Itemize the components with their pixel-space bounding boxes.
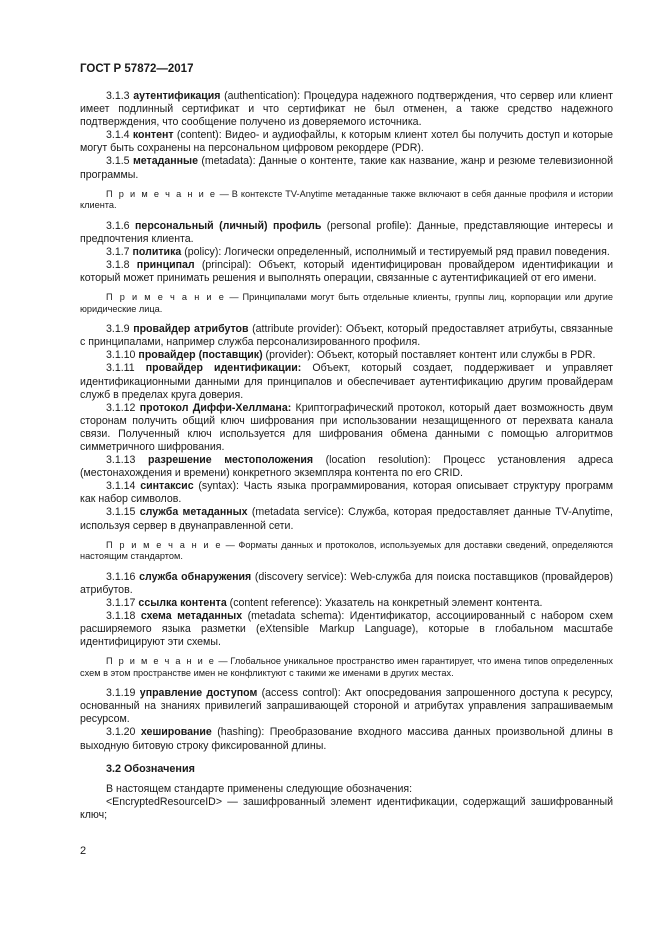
term-number: 3.1.20 — [106, 726, 136, 739]
note-separator: — — [225, 292, 243, 303]
body-paragraph: В настоящем стандарте применены следующие обозначения: — [106, 782, 413, 795]
note-text: Принципалами могут быть отдельные клиенты, группы лиц, корпорации или другие юридические лица. — [80, 292, 614, 314]
term-definition — [80, 323, 613, 349]
term-definition — [80, 726, 613, 752]
term-name: управление доступом — [139, 687, 258, 700]
term-number: 3.1.17 — [106, 596, 136, 609]
term-definition — [80, 454, 613, 480]
term-number: 3.1.19 — [106, 687, 136, 700]
note-separator: — — [216, 188, 232, 199]
term-definition — [80, 220, 613, 246]
term-text: (access control): Акт опосредования запрошенного доступа к ресурсу, основанный на знаниях привилегий запрашивающей стороной и атрибутах управления запрашиваемым ресурсом. — [80, 687, 613, 726]
term-definition — [80, 362, 613, 401]
term-name: разрешение местоположения — [148, 454, 314, 467]
term-number: 3.1.3 — [106, 90, 130, 102]
section-heading: 3.2 Обозначения — [106, 762, 195, 775]
term-number: 3.1.14 — [106, 480, 136, 493]
term-text: (content reference): Указатель на конкретный элемент контента. — [226, 596, 543, 609]
term-name: ссылка контента — [138, 596, 227, 609]
term-name: синтаксис — [140, 480, 194, 493]
term-definition — [80, 610, 613, 649]
term-definition — [80, 259, 613, 285]
body-paragraph: <EncryptedResourceID> — зашифрованный элемент идентификации, содержащий зашифрованный ключ; — [80, 795, 613, 821]
term-name: принципал — [136, 258, 195, 271]
term-definition — [80, 246, 613, 259]
term-name: протокол Диффи-Хеллмана: — [139, 401, 292, 414]
term-number: 3.1.11 — [106, 362, 135, 375]
note-paragraph — [80, 540, 613, 563]
note-text: Форматы данных и протоколов, используемых для доставки сведений, определяются настоящим стандартом. — [80, 539, 613, 562]
term-text: (principal): Объект, который идентифицирован провайдером идентификации и который может принимать решения и выполнять операции, связанные с аутентификацией от его имени. — [80, 258, 613, 285]
term-definition — [80, 687, 613, 726]
note-label: П р и м е ч а н и е — [106, 292, 226, 303]
term-name: провайдер идентификации: — [145, 362, 302, 375]
term-number: 3.1.10 — [106, 349, 136, 362]
term-definition — [80, 480, 613, 506]
note-label: П р и м е ч а н и е — [106, 539, 223, 550]
note-text: Глобальное уникальное пространство имен гарантирует, что имена типов определенных схем в этом пространстве имен не конфликтуют с такими же именами в других местах. — [80, 656, 613, 678]
term-number: 3.1.16 — [106, 570, 136, 583]
term-text: Объект, который создает, поддерживает и управляет идентификационными данными для принципалов и обеспечивает аутентификацию другим провайдерам служб в пределах круга доверия. — [80, 362, 613, 401]
term-text: (hashing): Преобразование входного массива данных произвольной длины в выходную битовую строку фиксированной длины. — [80, 726, 613, 752]
term-name: служба обнаружения — [139, 570, 252, 583]
note-separator: — — [215, 656, 231, 667]
term-text: (syntax): Часть языка программирования, которая описывает структуру программ как набор символов. — [80, 480, 613, 506]
term-number: 3.1.6 — [106, 219, 130, 232]
note-separator: — — [222, 539, 239, 550]
term-definition — [80, 402, 613, 454]
document-body — [80, 90, 613, 822]
term-number: 3.1.13 — [106, 454, 136, 467]
term-text: (provider): Объект, который поставляет контент или службы в PDR. — [262, 349, 596, 362]
term-text: (content): Видео- и аудиофайлы, к которым клиент хотел бы получить доступ и которые могут быть сохранены на персональном цифровом рекордере (PDR). — [80, 129, 613, 155]
term-name: аутентификация — [133, 90, 221, 102]
term-number: 3.1.15 — [106, 506, 136, 519]
document-header: ГОСТ Р 57872—2017 — [80, 63, 194, 75]
term-definition — [80, 349, 613, 362]
term-name: метаданные — [132, 155, 198, 168]
term-number: 3.1.5 — [106, 155, 130, 168]
term-definition — [80, 155, 613, 181]
term-name: схема метаданных — [140, 609, 243, 622]
term-name: контент — [132, 129, 174, 142]
note-label: П р и м е ч а н и е — [106, 188, 217, 199]
term-number: 3.1.7 — [106, 245, 130, 258]
term-name: служба метаданных — [139, 506, 248, 519]
term-definition — [80, 129, 613, 155]
term-name: хеширование — [140, 726, 212, 739]
term-number: 3.1.9 — [106, 323, 130, 336]
term-definition — [80, 597, 613, 610]
term-number: 3.1.8 — [106, 258, 130, 271]
term-name: провайдер атрибутов — [133, 323, 249, 336]
term-text: (location resolution): Процесс установления адреса (местонахождения и времени) конкретного экземпляра контента по его CRID. — [80, 454, 613, 480]
term-definition — [80, 571, 613, 597]
term-text: (authentication): Процедура надежного подтверждения, что сервер или клиент имеет подлинный сертификат и что сертификат не был отменен, а также средство надежного подтверждения, что сообщение получено из доверяемого источника. — [80, 90, 613, 129]
term-text: (metadata schema): Идентификатор, ассоциированный с набором схем расширяемого языка разметки (eXtensible Markup Language), которые в глобальном масштабе идентифицируют эти схемы. — [80, 609, 613, 649]
term-name: политика — [132, 245, 182, 258]
term-text: (discovery service): Web-служба для поиска поставщиков (провайдеров) атрибутов. — [80, 570, 613, 596]
term-text: (personal profile): Данные, представляющие интересы и предпочтения клиента. — [80, 219, 613, 245]
term-text: (metadata): Данные о контенте, такие как название, жанр и резюме телевизионной программы. — [80, 155, 613, 181]
term-definition — [80, 506, 613, 532]
term-number: 3.1.4 — [106, 129, 130, 142]
term-number: 3.1.18 — [106, 609, 136, 622]
note-paragraph — [80, 292, 613, 315]
note-paragraph — [80, 656, 613, 679]
term-text: (metadata service): Служба, которая предоставляет данные TV-Anytime, используя сервер в двунаправленной сети. — [80, 506, 613, 532]
term-number: 3.1.12 — [106, 401, 136, 414]
term-definition — [80, 90, 613, 129]
term-text: (attribute provider): Объект, который предоставляет атрибуты, связанные с принципалами, например служба персонализированного профиля. — [80, 323, 614, 349]
term-text: (policy): Логически определенный, исполнимый и тестируемый ряд правил поведения. — [181, 245, 610, 258]
note-label: П р и м е ч а н и е — [106, 656, 216, 667]
term-text: Криптографический протокол, который дает возможность двум сторонам получить общий ключ шифрования при использовании незащищенного от перехвата канала связи. Полученный ключ используется для шифрования обмена данными с помощью алгоритмов симметричного шифрования. — [80, 401, 613, 453]
page-number: 2 — [80, 845, 87, 857]
note-text: В контексте TV-Anytime метаданные также включают в себя данные профиля и истории клиента. — [80, 188, 614, 211]
note-paragraph — [80, 189, 613, 212]
term-name: персональный (личный) профиль — [135, 219, 322, 232]
term-name: провайдер (поставщик) — [138, 349, 263, 362]
